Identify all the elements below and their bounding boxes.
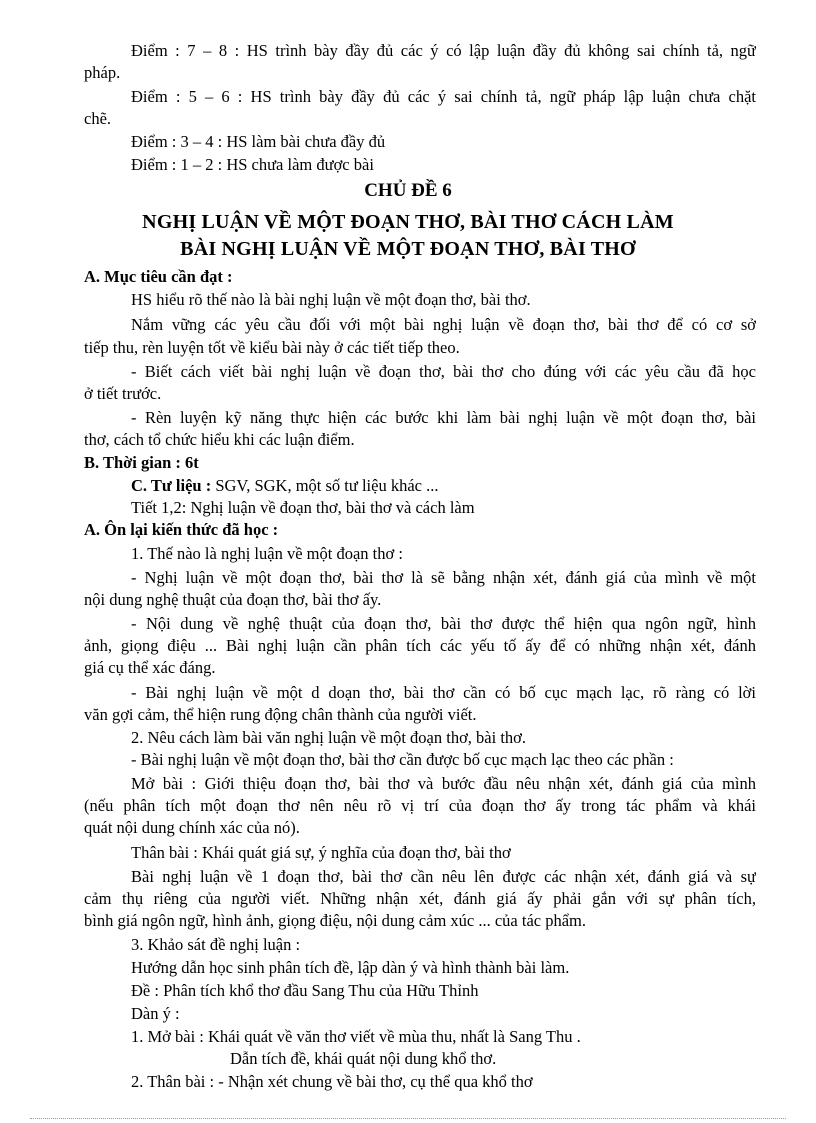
grading-line-3-4: Điểm : 3 – 4 : HS làm bài chưa đầy đủ (131, 132, 386, 151)
page-bottom-border (30, 1118, 786, 1119)
topic-heading: CHỦ ĐỀ 6 (364, 180, 452, 201)
grading-line-5-6-cont: chẽ. (84, 109, 112, 128)
paragraph-line: ở tiết trước. (84, 384, 162, 403)
materials-label: C. Tư liệu : (131, 476, 212, 495)
lesson-line: Tiết 1,2: Nghị luận về đoạn thơ, bài thơ và cách làm (131, 498, 475, 517)
paragraph-line: 3. Khảo sát đề nghị luận : (131, 935, 301, 954)
grading-line-1-2: Điểm : 1 – 2 : HS chưa làm được bài (131, 155, 374, 174)
paragraph-line: quát nội dung chính xác của nó). (84, 818, 300, 837)
paragraph-line: Nắm vững các yêu cầu đối với một bài nghị luận về đoạn thơ, bài thơ để có cơ sở (131, 315, 756, 334)
paragraph-line: 2. Nêu cách làm bài văn nghị luận về một đoạn thơ, bài thơ. (131, 728, 527, 747)
paragraph-line: tiếp thu, rèn luyện tốt về kiểu bài này ở các tiết tiếp theo. (84, 338, 460, 357)
grading-line-7-8: Điểm : 7 – 8 : HS trình bày đầy đủ các ý có lập luận đầy đủ không sai chính tả, ngữ (131, 41, 756, 60)
paragraph-line: giá cụ thể xác đáng. (84, 658, 216, 677)
paragraph-line: Thân bài : Khái quát giá sự, ý nghĩa của đoạn thơ, bài thơ (131, 843, 511, 862)
materials-text: SGV, SGK, một số tư liệu khác ... (211, 476, 439, 495)
topic-title-line-2: BÀI NGHỊ LUẬN VỀ MỘT ĐOẠN THƠ, BÀI THƠ (180, 238, 636, 260)
paragraph-line: văn gợi cảm, thể hiện rung động chân thành của người viết. (84, 705, 477, 724)
paragraph-line: nội dung nghệ thuật của đoạn thơ, bài thơ ấy. (84, 590, 382, 609)
grading-line-5-6: Điểm : 5 – 6 : HS trình bày đầy đủ các ý sai chính tả, ngữ pháp lập luận chưa chặt (131, 87, 756, 106)
section-heading-review: A. Ôn lại kiến thức đã học : (84, 520, 279, 539)
paragraph-line: Đề : Phân tích khổ thơ đầu Sang Thu của Hữu Thỉnh (131, 981, 479, 1000)
paragraph-line: thơ, cách tổ chức hiểu khi các luận điểm. (84, 430, 355, 449)
paragraph-line: Mở bài : Giới thiệu đoạn thơ, bài thơ và bước đầu nêu nhận xét, đánh giá của mình (131, 774, 756, 793)
paragraph-line: - Nghị luận về một đoạn thơ, bài thơ là sẽ bằng nhận xét, đánh giá của mình về một (131, 568, 756, 587)
materials-line (131, 475, 438, 497)
section-heading-time: B. Thời gian : 6t (84, 453, 199, 472)
paragraph-line: - Bài nghị luận về một đoạn thơ, bài thơ cần được bố cục mạch lạc theo các phần : (131, 750, 674, 769)
paragraph-line: Dàn ý : (131, 1004, 180, 1023)
paragraph-line: ảnh, giọng điệu ... Bài nghị luận cần phân tích các yếu tố ấy để có những nhận xét, đánh (84, 636, 756, 655)
paragraph-line: - Rèn luyện kỹ năng thực hiện các bước khi làm bài nghị luận về một đoạn thơ, bài (131, 408, 756, 427)
paragraph-line: - Biết cách viết bài nghị luận về đoạn thơ, bài thơ cho đúng với các yêu cầu đã học (131, 362, 756, 381)
paragraph-line: cảm thụ riêng của người viết. Những nhận xét, đánh giá ấy phải gắn với sự phân tích, (84, 889, 756, 908)
paragraph-line: bình giá ngôn ngữ, hình ảnh, giọng điệu, nội dung cảm xúc ... của tác phẩm. (84, 911, 587, 930)
paragraph-line: Hướng dẫn học sinh phân tích đề, lập dàn ý và hình thành bài làm. (131, 958, 570, 977)
paragraph-line: HS hiểu rõ thế nào là bài nghị luận về một đoạn thơ, bài thơ. (131, 290, 531, 309)
grading-line-7-8-cont: pháp. (84, 63, 121, 82)
paragraph-line: - Nội dung về nghệ thuật của đoạn thơ, bài thơ được thể hiện qua ngôn ngữ, hình (131, 614, 756, 633)
paragraph-line: 2. Thân bài : - Nhận xét chung về bài thơ, cụ thể qua khổ thơ (131, 1072, 533, 1091)
section-heading-objectives: A. Mục tiêu cần đạt : (84, 267, 233, 286)
paragraph-line: - Bài nghị luận về một d doạn thơ, bài thơ cần có bố cục mạch lạc, rõ ràng có lời (131, 683, 756, 702)
paragraph-line: Dẫn tích đề, khái quát nội dung khổ thơ. (230, 1049, 497, 1068)
paragraph-line: 1. Thế nào là nghị luận về một đoạn thơ : (131, 544, 403, 563)
topic-title-line-1: NGHỊ LUẬN VỀ MỘT ĐOẠN THƠ, BÀI THƠ CÁCH LÀM (142, 211, 674, 233)
paragraph-line: Bài nghị luận về 1 đoạn thơ, bài thơ cần nêu lên được các nhận xét, đánh giá và sự (131, 867, 756, 886)
paragraph-line: 1. Mở bài : Khái quát về văn thơ viết về mùa thu, nhất là Sang Thu . (131, 1027, 581, 1046)
paragraph-line: (nếu phân tích một đoạn thơ nên nêu rõ vị trí của đoạn thơ ấy trong tác phẩm và khái (84, 796, 756, 815)
